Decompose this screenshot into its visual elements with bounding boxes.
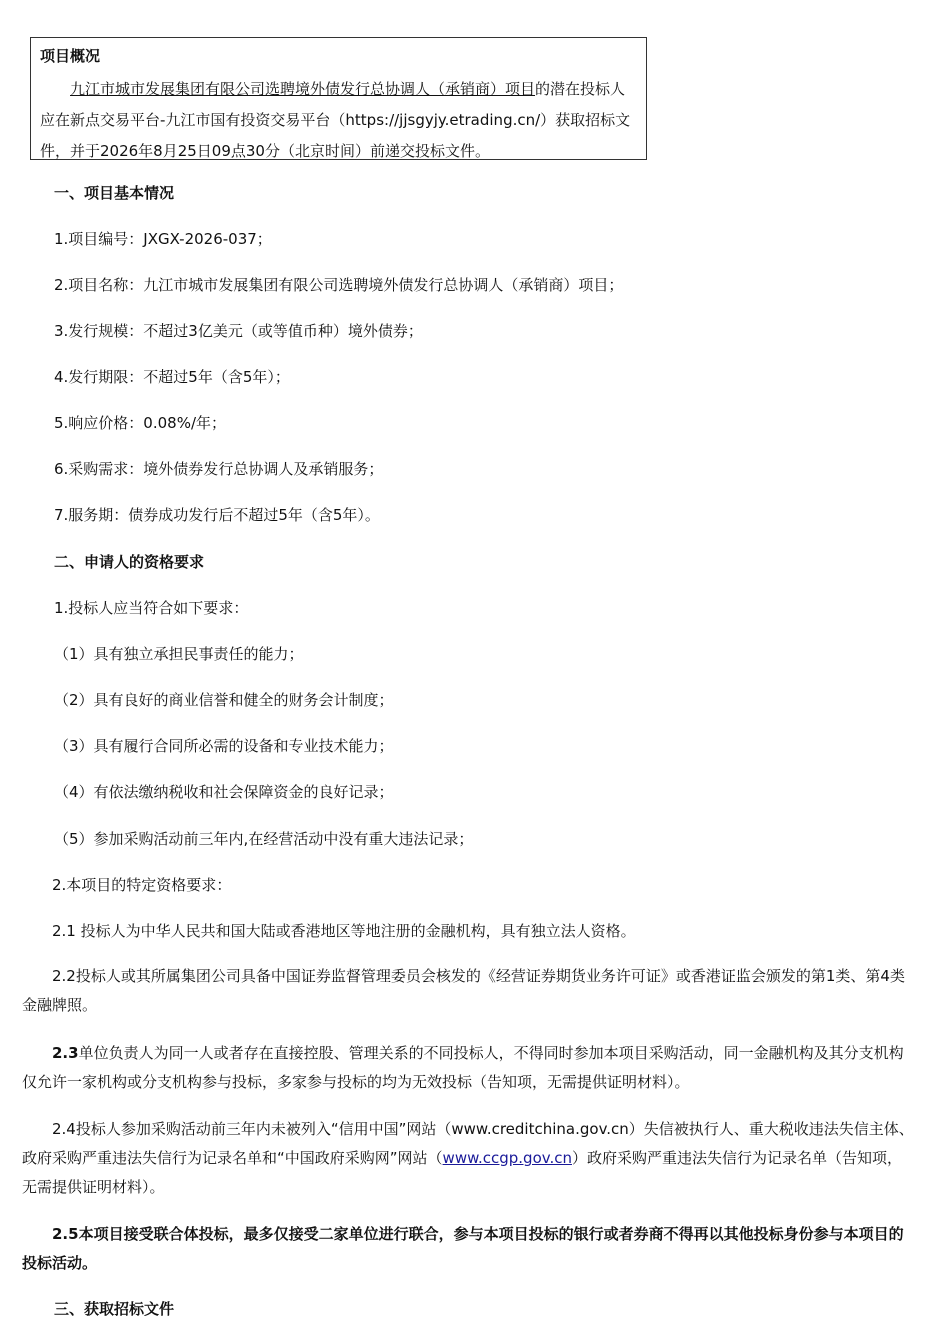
requirement-item: （3）具有履行合同所必需的设备和专业技术能力； <box>54 737 394 755</box>
requirement-item: （5）参加采购活动前三年内,在经营活动中没有重大违法记录； <box>54 830 474 848</box>
overview-body-text: 的潜在投标人应在新点交易平台-九江市国有投资交易平台（https://jjsgyjy.etrading.cn/）获取招标文件，并于2026年8月25日09点30分（北京时间）前递交投标文件。 <box>40 80 631 160</box>
section2-heading: 二、申请人的资格要求 <box>54 553 205 571</box>
ccgp-website-link[interactable]: www.ccgp.gov.cn <box>442 1149 572 1167</box>
item-service-period: 7.服务期：债券成功发行后不超过5年（含5年）。 <box>54 506 380 524</box>
special-requirement-2-5: 2.5本项目接受联合体投标，最多仅接受二家单位进行联合，参与本项目投标的银行或者券商不得再以其他投标身份参与本项目的投标活动。 <box>22 1225 904 1272</box>
overview-body <box>40 74 638 167</box>
item-issue-scale: 3.发行规模：不超过3亿美元（或等值币种）境外债券； <box>54 322 423 340</box>
overview-project-link[interactable]: 九江市城市发展集团有限公司选聘境外债发行总协调人（承销商）项目 <box>70 80 536 98</box>
item-procurement-need: 6.采购需求：境外债券发行总协调人及承销服务； <box>54 460 384 478</box>
item-response-price: 5.响应价格：0.08%/年； <box>54 414 227 432</box>
special-requirement-2-2: 2.2投标人或其所属集团公司具备中国证券监督管理委员会核发的《经营证券期货业务许可证》或香港证监会颁发的第1类、第4类金融牌照。 <box>22 967 905 1014</box>
clause-text: 单位负责人为同一人或者存在直接控股、管理关系的不同投标人，不得同时参加本项目采购活动，同一金融机构及其分支机构仅允许一家机构或分支机构参与投标，多家参与投标的均为无效投标（告知项，无需提供证明材料）。 <box>22 1044 904 1091</box>
special-requirement-2-1: 2.1 投标人为中华人民共和国大陆或香港地区等地注册的金融机构，具有独立法人资格。 <box>52 922 636 940</box>
item-issue-term: 4.发行期限：不超过5年（含5年）； <box>54 368 290 386</box>
section3-heading: 三、获取招标文件 <box>54 1300 175 1318</box>
project-overview-box <box>30 37 647 160</box>
requirement-item: （1）具有独立承担民事责任的能力； <box>54 645 304 663</box>
requirements-intro: 1.投标人应当符合如下要求： <box>54 599 249 617</box>
special-requirement-2-3 <box>22 1039 914 1097</box>
special-requirement-2-4 <box>22 1115 914 1202</box>
requirement-item: （4）有依法缴纳税收和社会保障资金的良好记录； <box>54 783 394 801</box>
item-project-name: 2.项目名称：九江市城市发展集团有限公司选聘境外债发行总协调人（承销商）项目； <box>54 276 624 294</box>
clause-text-b: ）政府采购严重违法失信行为记录名单（告知项，无需提供证明材料）。 <box>22 1149 902 1196</box>
special-requirements-intro: 2.本项目的特定资格要求： <box>52 876 232 894</box>
item-project-number: 1.项目编号：JXGX-2026-037； <box>54 230 272 248</box>
overview-title: 项目概况 <box>40 47 101 65</box>
clause-number: 2.3 <box>52 1044 79 1062</box>
clause-text-a: 2.4投标人参加采购活动前三年内未被列入“信用中国”网站（www.creditchina.gov.cn）失信被执行人、重大税收违法失信主体、政府采购严重违法失信行为记录名单和“中国政府采购网”网站（ <box>22 1120 914 1167</box>
section1-heading: 一、项目基本情况 <box>54 184 175 202</box>
requirement-item: （2）具有良好的商业信誉和健全的财务会计制度； <box>54 691 394 709</box>
